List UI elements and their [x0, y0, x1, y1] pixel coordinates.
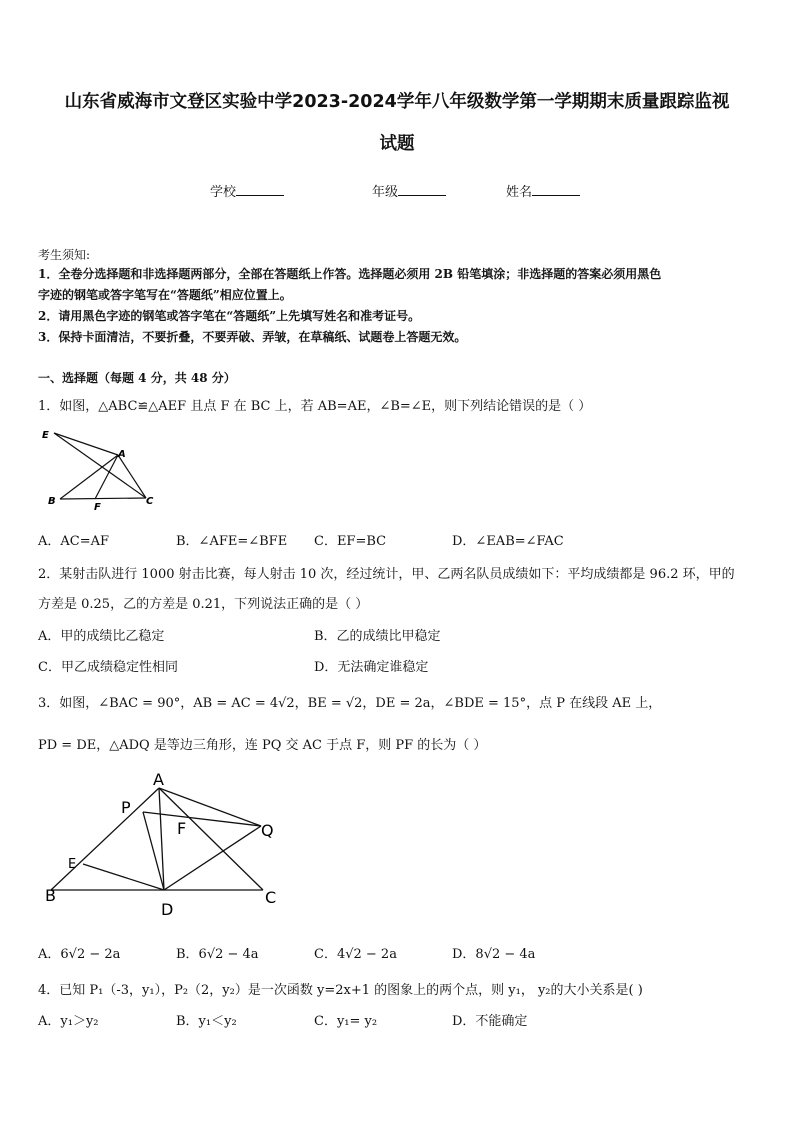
school-field[interactable] [210, 181, 284, 200]
q3-label-P: P [121, 798, 131, 817]
q1-option-b[interactable]: B．∠AFE=∠BFE [176, 534, 288, 549]
q3-label-A: A [153, 770, 164, 789]
school-blank[interactable] [236, 183, 284, 196]
grade-field[interactable] [372, 181, 446, 200]
q1-label-E: E [42, 430, 49, 441]
page-title: 山东省威海市文登区实验中学2023-2024学年八年级数学第一学期期末质量跟踪监视 [64, 92, 730, 112]
name-label: 姓名 [506, 185, 533, 200]
q1-option-a[interactable]: A．AC=AF [38, 534, 110, 549]
q1-figure [36, 424, 166, 514]
notice-heading: 考生须知: [38, 248, 91, 262]
q3-label-D: D [161, 900, 174, 918]
q3-label-E: E [68, 857, 77, 872]
q4-option-c[interactable]: C．y₁= y₂ [314, 1014, 378, 1029]
q3-figure [40, 768, 300, 918]
q3-label-F: F [177, 819, 187, 838]
q4-option-b[interactable]: B．y₁＜y₂ [176, 1014, 237, 1029]
q2-stem-line2: 方差是 0.25，乙的方差是 0.21，下列说法正确的是（ ） [38, 597, 369, 612]
name-field[interactable] [506, 181, 580, 200]
notice-item: 字迹的钢笔或答字笔写在“答题纸”相应位置上。 [38, 288, 292, 302]
q3-option-d[interactable]: D．8√2 − 4a [452, 947, 536, 962]
page-title-line2: 试题 [379, 134, 415, 154]
name-blank[interactable] [532, 183, 580, 196]
q3-option-c[interactable]: C．4√2 − 2a [314, 947, 397, 962]
q2-option-c[interactable]: C．甲乙成绩稳定性相同 [38, 660, 178, 675]
school-label: 学校 [210, 185, 237, 200]
q1-label-B: B [48, 496, 56, 507]
q1-label-C: C [146, 496, 154, 507]
q2-option-b[interactable]: B．乙的成绩比甲稳定 [314, 629, 441, 644]
notice-item: 2．请用黑色字迹的钢笔或答字笔在“答题纸”上先填写姓名和准考证号。 [38, 309, 421, 323]
q4-option-a[interactable]: A．y₁＞y₂ [38, 1014, 99, 1029]
q2-stem-line1: 2．某射击队进行 1000 射击比赛，每人射击 10 次，经过统计，甲、乙两名队员成绩如下：平均成绩都是 96.2 环，甲的 [38, 567, 735, 582]
q1-label-F: F [94, 502, 101, 513]
section-heading: 一、选择题（每题 4 分，共 48 分） [38, 371, 236, 385]
q1-stem: 1．如图，△ABC≌△AEF 且点 F 在 BC 上，若 AB=AE，∠B=∠E，则下列结论错误的是（ ） [38, 399, 592, 414]
q3-stem-line2: PD = DE，△ADQ 是等边三角形，连 PQ 交 AC 于点 F，则 PF 的长为（ ） [38, 738, 487, 753]
q2-option-a[interactable]: A．甲的成绩比乙稳定 [38, 629, 165, 644]
q3-stem-line1: 3．如图，∠BAC = 90°，AB = AC = 4√2，BE = √2，DE = 2a，∠BDE = 15°，点 P 在线段 AE 上， [38, 696, 662, 711]
q3-option-a[interactable]: A．6√2 − 2a [38, 947, 121, 962]
q2-option-d[interactable]: D．无法确定谁稳定 [314, 660, 429, 675]
q3-label-Q: Q [261, 821, 274, 840]
q3-option-b[interactable]: B．6√2 − 4a [176, 947, 259, 962]
q4-option-d[interactable]: D．不能确定 [452, 1014, 528, 1029]
notice-item: 1．全卷分选择题和非选择题两部分，全部在答题纸上作答。选择题必须用 2B 铅笔填涂；非选择题的答案必须用黑色 [38, 267, 662, 281]
grade-blank[interactable] [398, 183, 446, 196]
q1-option-c[interactable]: C．EF=BC [314, 534, 387, 549]
q3-label-C: C [265, 888, 277, 907]
q3-label-B: B [45, 886, 56, 905]
q1-option-d[interactable]: D．∠EAB=∠FAC [452, 534, 564, 549]
grade-label: 年级 [372, 185, 399, 200]
q1-label-A: A [118, 449, 126, 460]
notice-item: 3．保持卡面清洁，不要折叠，不要弄破、弄皱，在草稿纸、试题卷上答题无效。 [38, 330, 467, 344]
q4-stem: 4．已知 P₁（-3，y₁），P₂（2，y₂）是一次函数 y=2x+1 的图象上的两个点，则 y₁， y₂的大小关系是( ) [38, 983, 643, 998]
